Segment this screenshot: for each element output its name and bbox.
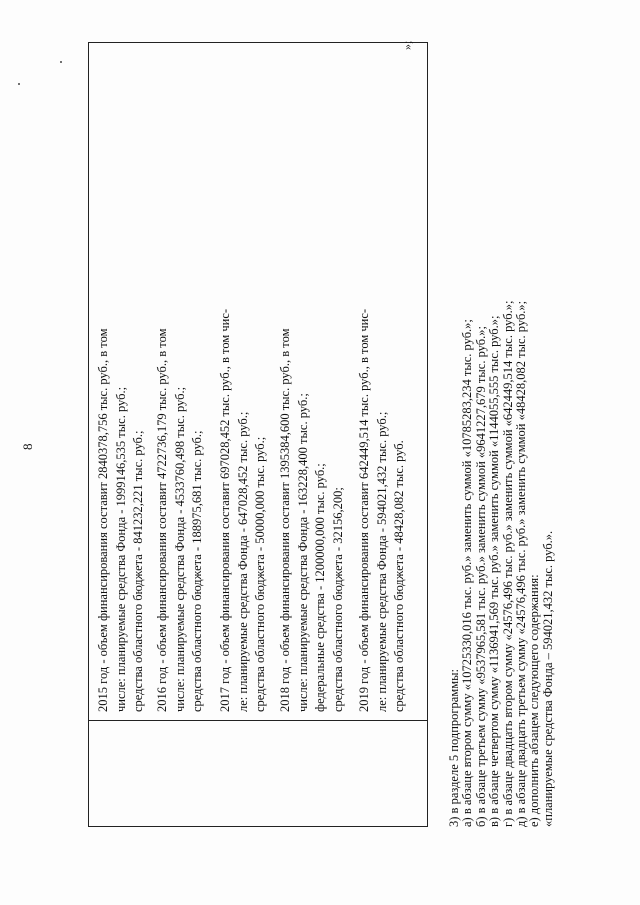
text-line: средства областного бюджета - 32156,200;	[330, 487, 345, 712]
text-line: средства областного бюджета - 48428,082 тыс. руб.	[392, 440, 407, 712]
text-line: 2019 год - объем финансирования составит 642449,514 тыс. руб., в том чис-	[357, 308, 371, 712]
year-2016-block	[154, 47, 207, 712]
text-line: ле: планируемые средства Фонда - 594021,432 тыс. руб.;	[374, 411, 389, 712]
year-2017-block	[217, 47, 270, 712]
text-line: федеральные средства - 1200000,000 тыс. руб.;	[313, 463, 328, 712]
page-number: 8	[20, 443, 35, 450]
text-line: средства областного бюджета - 50000,000 тыс. руб.;	[253, 436, 268, 712]
year-2015-block	[95, 47, 148, 712]
text-line: средства областного бюджета - 188975,681 тыс. руб.;	[190, 430, 205, 712]
amendment-line: д) в абзаце двадцать третьем сумму «24576,496 тыс. руб.» заменить суммой «48428,082 тыс. руб.»;	[514, 300, 529, 827]
table-left-column	[89, 720, 427, 826]
text-line: средства областного бюджета - 841232,221 тыс. руб.;	[131, 430, 146, 712]
text-line: ле: планируемые средства Фонда - 647028,452 тыс. руб.;	[235, 411, 250, 712]
amendment-line: б) в абзаце третьем сумму «9537965,581 тыс. руб.» заменить суммой «9641227,679 тыс. руб.»;	[473, 326, 488, 827]
text-line: 2018 год - объем финансирования составит 1395384,600 тыс. руб., в том	[278, 328, 292, 712]
amendments-text	[448, 301, 555, 827]
scan-speck	[18, 83, 20, 85]
amendment-line: в) в абзаце четвертом сумму «1136941,569 тыс. руб.» заменить суммой «1144055,555 тыс. руб.»;	[487, 315, 502, 827]
text-line: 2016 год - объем финансирования составит 4722736,179 тыс. руб., в том	[155, 328, 169, 712]
amendment-line: а) в абзаце втором сумму «10725330,016 тыс. руб.» заменить суммой «10785283,234 тыс. руб.»;	[460, 319, 475, 827]
year-2018-block	[277, 47, 347, 712]
text-line: числе: планируемые средства Фонда - 4533760,498 тыс. руб.;	[172, 386, 187, 712]
amendment-line: 3) в разделе 5 подпрограммы:	[447, 668, 461, 827]
year-2019-block	[356, 47, 409, 712]
amendment-line: «планируемые средства Фонда – 594021,432 тыс. руб.».	[540, 530, 555, 827]
table-right-column	[89, 40, 427, 720]
scan-speck	[60, 61, 62, 63]
text-line: 2015 год - объем финансирования составит 2840378,756 тыс. руб., в том	[96, 328, 110, 712]
financing-table	[88, 42, 428, 827]
text-line: числе: планируемые средства Фонда - 1999146,535 тыс. руб.;	[113, 386, 128, 712]
text-line: 2017 год - объем финансирования составит 697028,452 тыс. руб., в том чис-	[218, 308, 232, 712]
text-line: числе: планируемые средства Фонда - 163228,400 тыс. руб.;	[295, 393, 310, 712]
closing-quote-mark: »;	[400, 40, 414, 50]
amendment-line: г) в абзаце двадцать втором сумму «24576,496 тыс. руб.» заменить суммой «642449,514 тыс. руб.»;	[500, 300, 515, 827]
amendment-line: е) дополнить абзацем следующего содержания:	[527, 574, 542, 827]
